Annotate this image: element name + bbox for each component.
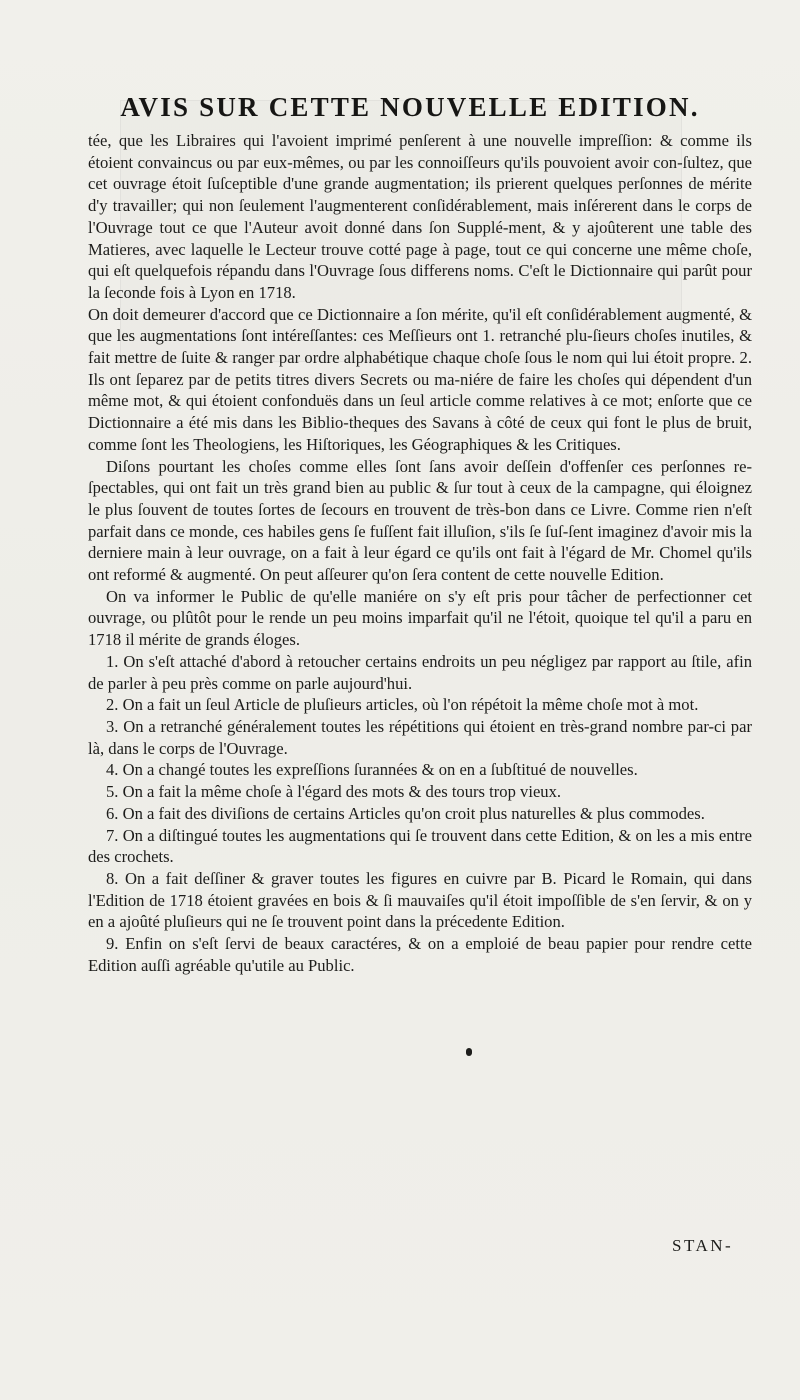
paragraph: On doit demeurer d'accord que ce Dictionnaire a ſon mérite, qu'il eſt conſidérablement augmenté, & que les augmentations ſont intéreſſantes: ces Meſſieurs ont 1. retranché plu-ſieurs choſes inutiles, & fait mettre de ſuite & ranger par ordre alphabétique chaque choſe ſous le nom qui lui étoit propre. 2. Ils ont ſeparez par de petits titres divers Secrets ou ma-niére de faire les choſes qui dépendent d'un même mot, & qui étoient confonduës dans un ſeul article comme relatives à ce mot; enſorte que ce Dictionnaire a été mis dans les Biblio-theques des Savans à côté de ceux qui font le plus de bruit, comme ſont les Theologiens, les Hiſtoriques, les Géographiques & les Critiques.: [88, 304, 752, 454]
paragraph: 3. On a retranché généralement toutes les répétitions qui étoient en très-grand nombre par-ci par là, dans le corps de l'Ouvrage.: [88, 716, 752, 758]
ink-dot-ornament: [466, 1048, 472, 1056]
body-text: [88, 130, 752, 976]
paragraph: 8. On a fait deſſiner & graver toutes les figures en cuivre par B. Picard le Romain, qui dans l'Edition de 1718 étoient gravées en bois & ſi mauvaiſes qu'il étoit impoſſible de s'en ſervir, & on y en a ajoûté pluſieurs qui ne ſe trouvent point dans la précedente Edition.: [88, 868, 752, 932]
paragraph: 6. On a fait des diviſions de certains Articles qu'on croit plus naturelles & plus commodes.: [106, 803, 705, 823]
paragraph: 1. On s'eſt attaché d'abord à retoucher certains endroits un peu négligez par rapport au ſtile, afin de parler à peu près comme on parle aujourd'hui.: [88, 651, 752, 693]
paragraph: On va informer le Public de qu'elle maniére on s'y eſt pris pour tâcher de perfectionner cet ouvrage, ou plûtôt pour le rende un peu moins imparfait qu'il ne l'étoit, quoique tel qu'il a paru en 1718 il mérite de grands éloges.: [88, 586, 752, 650]
paragraph: 4. On a changé toutes les expreſſions ſurannées & on en a ſubſtitué de nouvelles.: [106, 760, 638, 780]
paragraph: 7. On a diſtingué toutes les augmentations qui ſe trouvent dans cette Edition, & on les a mis entre des crochets.: [88, 825, 752, 867]
paragraph: 2. On a fait un ſeul Article de pluſieurs articles, où l'on répétoit la même choſe mot à mot.: [106, 695, 699, 715]
page-title: AVIS SUR CETTE NOUVELLE EDITION.: [120, 92, 700, 122]
paragraph: Diſons pourtant les choſes comme elles ſont ſans avoir deſſein d'offenſer ces perſonnes re-ſpectables, qui ont fait un très grand bien au public & ſur tout à ceux de la campagne, qui éloignez le plus ſouvent de toutes ſortes de ſecours en trouvent de très-bon dans ce Livre. Comme rien n'eſt parfait dans ce monde, ces habiles gens ſe fuſſent fait illuſion, s'ils ſe ſuſ-ſent imaginez d'avoir mis la derniere main à leur ouvrage, on a fait à leur égard ce qu'ils ont fait à l'égard de Mr. Chomel qu'ils ont reformé & augmenté. On peut aſſeurer qu'on ſera content de cette nouvelle Edition.: [88, 456, 752, 585]
paragraph: 5. On a fait la même choſe à l'égard des mots & des tours trop vieux.: [106, 782, 562, 802]
catchword: STAN-: [672, 1236, 734, 1255]
paragraph: tée, que les Libraires qui l'avoient imprimé penſerent à une nouvelle impreſſion: & comme ils étoient convaincus ou par eux-mêmes, ou par les connoiſſeurs qu'ils pouvoient avoir con-ſultez, que cet ouvrage étoit ſuſceptible d'une grande augmentation; ils prierent quelques perſonnes de mérite d'y travailler; qui non ſeulement l'augmenterent conſidérablement, mais inſérerent dans le corps de l'Ouvrage tout ce que l'Auteur avoit donné dans ſon Supplé-ment, & y ajoûterent une table des Matieres, avec laquelle le Lecteur trouve cotté page à page, tout ce qui concerne une même choſe, qui eſt quelquefois répandu dans l'Ouvrage ſous differens noms. C'eſt le Dictionnaire qui parût pour la ſeconde fois à Lyon en 1718.: [88, 131, 752, 302]
paragraph: 9. Enfin on s'eſt ſervi de beaux caractéres, & on a emploié de beau papier pour rendre cette Edition auſſi agréable qu'utile au Public.: [88, 934, 752, 975]
